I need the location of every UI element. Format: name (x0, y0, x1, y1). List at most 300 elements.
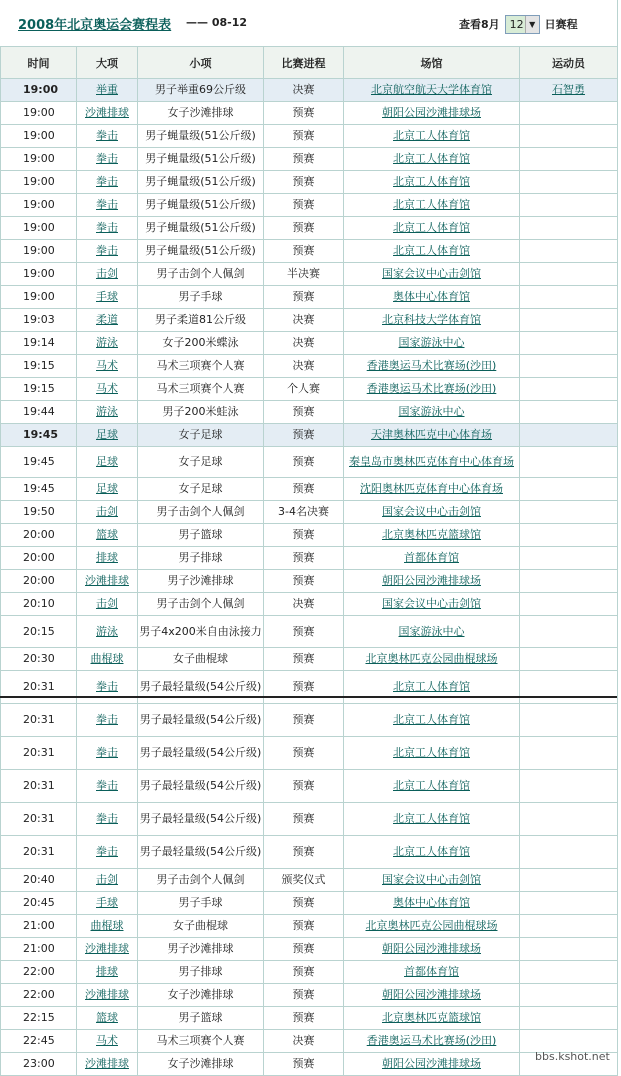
time-cell: 20:31 (1, 803, 77, 836)
sport-link[interactable]: 击剑 (96, 873, 118, 886)
time-cell: 22:45 (1, 1030, 77, 1053)
athlete-link[interactable]: 石智勇 (552, 83, 585, 96)
table-row (1, 240, 618, 263)
sport-link[interactable]: 拳击 (96, 175, 118, 188)
venue-link[interactable]: 北京工人体育馆 (393, 152, 470, 165)
table-row (1, 892, 618, 915)
sport-cell (77, 286, 138, 309)
venue-link[interactable]: 北京航空航天大学体育馆 (371, 83, 492, 96)
event-cell: 马术三项赛个人赛 (138, 378, 264, 401)
sport-link[interactable]: 马术 (96, 359, 118, 372)
event-cell: 男子蝇量级(51公斤级) (138, 171, 264, 194)
sport-link[interactable]: 足球 (96, 455, 118, 468)
venue-link[interactable]: 首都体育馆 (404, 965, 459, 978)
table-row (1, 102, 618, 125)
venue-cell (344, 616, 520, 648)
venue-link[interactable]: 朝阳公园沙滩排球场 (382, 988, 481, 1001)
event-cell: 男子蝇量级(51公斤级) (138, 194, 264, 217)
sport-cell (77, 547, 138, 570)
venue-link[interactable]: 国家会议中心击剑馆 (382, 267, 481, 280)
time-cell: 19:00 (1, 194, 77, 217)
athlete-cell (520, 286, 618, 309)
athlete-cell (520, 217, 618, 240)
venue-cell (344, 770, 520, 803)
athlete-cell (520, 447, 618, 478)
stage-cell: 预赛 (264, 938, 344, 961)
sport-cell (77, 332, 138, 355)
sport-link[interactable]: 篮球 (96, 528, 118, 541)
sport-cell (77, 125, 138, 148)
sport-cell (77, 803, 138, 836)
time-cell: 19:00 (1, 240, 77, 263)
venue-link[interactable]: 北京科技大学体育馆 (382, 313, 481, 326)
venue-cell (344, 171, 520, 194)
sport-link[interactable]: 游泳 (96, 405, 118, 418)
sport-cell (77, 79, 138, 102)
sport-link[interactable]: 游泳 (96, 336, 118, 349)
time-cell: 19:00 (1, 286, 77, 309)
time-cell: 19:00 (1, 171, 77, 194)
sport-link[interactable]: 柔道 (96, 313, 118, 326)
athlete-cell (520, 915, 618, 938)
time-cell: 19:00 (1, 148, 77, 171)
time-cell: 20:31 (1, 704, 77, 737)
venue-link[interactable]: 北京奥林匹克篮球馆 (382, 528, 481, 541)
venue-cell (344, 79, 520, 102)
time-cell: 20:00 (1, 524, 77, 547)
venue-link[interactable]: 北京工人体育馆 (393, 680, 470, 693)
venue-link[interactable]: 北京工人体育馆 (393, 198, 470, 211)
venue-link[interactable]: 首都体育馆 (404, 551, 459, 564)
table-row (1, 355, 618, 378)
time-cell: 20:45 (1, 892, 77, 915)
event-cell: 男子沙滩排球 (138, 938, 264, 961)
schedule-table (0, 46, 618, 1076)
venue-link[interactable]: 朝阳公园沙滩排球场 (382, 106, 481, 119)
athlete-cell (520, 869, 618, 892)
sport-link[interactable]: 沙滩排球 (85, 574, 129, 587)
sport-cell (77, 1030, 138, 1053)
table-row (1, 915, 618, 938)
table-row (1, 171, 618, 194)
time-cell: 20:15 (1, 616, 77, 648)
athlete-cell (520, 938, 618, 961)
athlete-cell (520, 803, 618, 836)
table-row (1, 648, 618, 671)
sport-link[interactable]: 拳击 (96, 779, 118, 792)
sport-link[interactable]: 手球 (96, 290, 118, 303)
venue-cell (344, 570, 520, 593)
venue-cell (344, 240, 520, 263)
venue-cell (344, 217, 520, 240)
athlete-cell (520, 547, 618, 570)
event-cell: 男子柔道81公斤级 (138, 309, 264, 332)
time-cell: 22:00 (1, 984, 77, 1007)
venue-link[interactable]: 北京工人体育馆 (393, 845, 470, 858)
sport-cell (77, 836, 138, 869)
venue-cell (344, 737, 520, 770)
athlete-cell (520, 892, 618, 915)
sport-cell (77, 938, 138, 961)
venue-link[interactable]: 北京奥林匹克公园曲棍球场 (365, 652, 498, 665)
venue-link[interactable]: 北京工人体育馆 (393, 175, 470, 188)
time-cell: 20:31 (1, 671, 77, 704)
table-row (1, 984, 618, 1007)
sport-cell (77, 309, 138, 332)
time-cell: 19:14 (1, 332, 77, 355)
venue-link[interactable]: 北京奥林匹克篮球馆 (382, 1011, 481, 1024)
venue-link[interactable]: 奥体中心体育馆 (393, 290, 470, 303)
table-row (1, 938, 618, 961)
athlete-cell (520, 102, 618, 125)
event-cell: 男子最轻量级(54公斤级) (138, 704, 264, 737)
venue-cell (344, 938, 520, 961)
athlete-cell (520, 648, 618, 671)
right-edge (617, 0, 621, 1076)
time-cell: 19:00 (1, 125, 77, 148)
venue-link[interactable]: 北京工人体育馆 (393, 746, 470, 759)
table-row (1, 501, 618, 524)
time-cell: 19:50 (1, 501, 77, 524)
venue-cell (344, 148, 520, 171)
stage-cell: 预赛 (264, 671, 344, 704)
time-cell: 22:15 (1, 1007, 77, 1030)
stage-cell: 预赛 (264, 148, 344, 171)
col-header-athlete: 运动员 (520, 47, 618, 79)
stage-cell: 预赛 (264, 915, 344, 938)
time-cell: 19:15 (1, 355, 77, 378)
stage-cell: 决赛 (264, 355, 344, 378)
event-cell: 男子最轻量级(54公斤级) (138, 770, 264, 803)
venue-link[interactable]: 北京工人体育馆 (393, 713, 470, 726)
venue-cell (344, 704, 520, 737)
venue-cell (344, 1053, 520, 1076)
venue-link[interactable]: 国家游泳中心 (398, 336, 465, 349)
event-cell: 女子足球 (138, 447, 264, 478)
stage-cell: 个人赛 (264, 378, 344, 401)
sport-link[interactable]: 拳击 (96, 680, 118, 693)
time-cell: 20:00 (1, 547, 77, 570)
venue-link[interactable]: 国家游泳中心 (398, 405, 465, 418)
stage-cell: 预赛 (264, 478, 344, 501)
table-row (1, 125, 618, 148)
time-cell: 21:00 (1, 915, 77, 938)
table-header-row (1, 47, 618, 79)
venue-cell (344, 961, 520, 984)
sport-link[interactable]: 拳击 (96, 845, 118, 858)
stage-cell: 预赛 (264, 125, 344, 148)
athlete-cell (520, 524, 618, 547)
col-header-sport: 大项 (77, 47, 138, 79)
day-picker (459, 13, 578, 35)
event-cell: 男子200米蛙泳 (138, 401, 264, 424)
sport-link[interactable]: 沙滩排球 (85, 988, 129, 1001)
venue-cell (344, 355, 520, 378)
table-row (1, 424, 618, 447)
stage-cell: 决赛 (264, 593, 344, 616)
stage-cell: 决赛 (264, 1030, 344, 1053)
athlete-cell (520, 125, 618, 148)
event-cell: 男子举重69公斤级 (138, 79, 264, 102)
table-row (1, 616, 618, 648)
stage-cell: 预赛 (264, 1053, 344, 1076)
table-row (1, 593, 618, 616)
event-cell: 男子沙滩排球 (138, 570, 264, 593)
venue-link[interactable]: 北京工人体育馆 (393, 812, 470, 825)
sport-link[interactable]: 篮球 (96, 1011, 118, 1024)
event-cell: 女子沙滩排球 (138, 102, 264, 125)
sport-link[interactable]: 击剑 (96, 267, 118, 280)
venue-cell (344, 401, 520, 424)
table-row (1, 401, 618, 424)
sport-link[interactable]: 马术 (96, 382, 118, 395)
athlete-cell (520, 501, 618, 524)
athlete-cell (520, 961, 618, 984)
venue-link[interactable]: 国家会议中心击剑馆 (382, 873, 481, 886)
venue-link[interactable]: 香港奥运马术比赛场(沙田) (366, 1034, 497, 1047)
sport-link[interactable]: 拳击 (96, 198, 118, 211)
athlete-cell (520, 79, 618, 102)
sport-link[interactable]: 曲棍球 (90, 652, 124, 665)
watermark: bbs.kshot.net (535, 1050, 610, 1063)
table-row (1, 869, 618, 892)
athlete-cell (520, 836, 618, 869)
table-row (1, 263, 618, 286)
table-row (1, 309, 618, 332)
event-cell: 男子蝇量级(51公斤级) (138, 240, 264, 263)
time-cell: 20:31 (1, 836, 77, 869)
sport-link[interactable]: 拳击 (96, 713, 118, 726)
event-cell: 女子沙滩排球 (138, 984, 264, 1007)
venue-link[interactable]: 朝阳公园沙滩排球场 (382, 1057, 481, 1070)
venue-cell (344, 309, 520, 332)
time-cell: 23:00 (1, 1053, 77, 1076)
venue-link[interactable]: 国家游泳中心 (398, 624, 465, 638)
sport-cell (77, 447, 138, 478)
venue-cell (344, 547, 520, 570)
table-row (1, 79, 618, 102)
stage-cell: 决赛 (264, 79, 344, 102)
chevron-down-icon[interactable]: ▼ (525, 16, 539, 33)
time-cell: 19:00 (1, 263, 77, 286)
venue-link[interactable]: 朝阳公园沙滩排球场 (382, 942, 481, 955)
sport-cell (77, 915, 138, 938)
event-cell: 马术三项赛个人赛 (138, 1030, 264, 1053)
venue-link[interactable]: 奥体中心体育馆 (393, 896, 470, 909)
venue-link[interactable]: 秦皇岛市奥林匹克体育中心体育场 (349, 455, 514, 468)
sport-link[interactable]: 沙滩排球 (85, 106, 129, 119)
athlete-cell (520, 401, 618, 424)
venue-link[interactable]: 北京工人体育馆 (393, 129, 470, 142)
stage-cell: 预赛 (264, 648, 344, 671)
sport-link[interactable]: 游泳 (96, 624, 118, 638)
sport-cell (77, 355, 138, 378)
col-header-time: 时间 (1, 47, 77, 79)
event-cell: 男子蝇量级(51公斤级) (138, 125, 264, 148)
sport-cell (77, 984, 138, 1007)
venue-cell (344, 648, 520, 671)
event-cell: 男子蝇量级(51公斤级) (138, 217, 264, 240)
venue-cell (344, 102, 520, 125)
table-row (1, 671, 618, 704)
time-cell: 19:00 (1, 217, 77, 240)
athlete-cell (520, 570, 618, 593)
venue-cell (344, 869, 520, 892)
sport-link[interactable]: 手球 (96, 896, 118, 909)
event-cell: 男子击剑个人佩剑 (138, 263, 264, 286)
venue-link[interactable]: 北京工人体育馆 (393, 779, 470, 792)
table-row (1, 1030, 618, 1053)
col-header-event: 小项 (138, 47, 264, 79)
event-cell: 男子最轻量级(54公斤级) (138, 671, 264, 704)
table-row (1, 1007, 618, 1030)
stage-cell: 预赛 (264, 892, 344, 915)
event-cell: 男子篮球 (138, 524, 264, 547)
athlete-cell (520, 194, 618, 217)
page-title-link[interactable]: 2008年北京奥运会赛程表 (18, 18, 172, 33)
venue-link[interactable]: 国家会议中心击剑馆 (382, 505, 481, 518)
stage-cell: 预赛 (264, 286, 344, 309)
table-row (1, 770, 618, 803)
sport-link[interactable]: 曲棍球 (90, 919, 124, 932)
sport-link[interactable]: 沙滩排球 (85, 942, 129, 955)
sport-cell (77, 593, 138, 616)
event-cell: 男子4x200米自由泳接力 (138, 616, 264, 648)
stage-cell: 预赛 (264, 836, 344, 869)
event-cell: 男子手球 (138, 286, 264, 309)
sport-cell (77, 478, 138, 501)
stage-cell: 预赛 (264, 616, 344, 648)
athlete-cell (520, 1007, 618, 1030)
athlete-cell (520, 148, 618, 171)
athlete-cell (520, 332, 618, 355)
table-row (1, 704, 618, 737)
sport-link[interactable]: 拳击 (96, 129, 118, 142)
sport-link[interactable]: 拳击 (96, 152, 118, 165)
event-cell: 男子排球 (138, 547, 264, 570)
athlete-cell (520, 263, 618, 286)
venue-cell (344, 263, 520, 286)
sport-link[interactable]: 拳击 (96, 746, 118, 759)
sport-link[interactable]: 击剑 (96, 597, 118, 610)
venue-link[interactable]: 香港奥运马术比赛场(沙田) (366, 359, 497, 372)
table-row (1, 803, 618, 836)
venue-cell (344, 1030, 520, 1053)
stage-cell: 预赛 (264, 194, 344, 217)
sport-cell (77, 869, 138, 892)
event-cell: 男子最轻量级(54公斤级) (138, 737, 264, 770)
time-cell: 19:00 (1, 79, 77, 102)
day-select[interactable] (505, 15, 540, 34)
stage-cell: 预赛 (264, 803, 344, 836)
venue-link[interactable]: 北京奥林匹克公园曲棍球场 (365, 919, 498, 932)
stage-cell: 预赛 (264, 1007, 344, 1030)
time-cell: 20:10 (1, 593, 77, 616)
venue-cell (344, 194, 520, 217)
sport-cell (77, 671, 138, 704)
athlete-cell (520, 171, 618, 194)
table-row (1, 447, 618, 478)
time-cell: 20:00 (1, 570, 77, 593)
sport-cell (77, 737, 138, 770)
athlete-cell (520, 240, 618, 263)
stage-cell: 预赛 (264, 770, 344, 803)
schedule-header (0, 0, 617, 46)
venue-link[interactable]: 北京工人体育馆 (393, 221, 470, 234)
sport-cell (77, 524, 138, 547)
stage-cell: 预赛 (264, 984, 344, 1007)
athlete-cell (520, 309, 618, 332)
sport-link[interactable]: 足球 (96, 428, 118, 441)
venue-cell (344, 1007, 520, 1030)
sport-link[interactable]: 拳击 (96, 812, 118, 825)
venue-link[interactable]: 天津奥林匹克中心体育场 (371, 428, 492, 441)
venue-link[interactable]: 朝阳公园沙滩排球场 (382, 574, 481, 587)
sport-link[interactable]: 举重 (96, 83, 118, 96)
stage-cell: 预赛 (264, 240, 344, 263)
event-cell: 男子蝇量级(51公斤级) (138, 148, 264, 171)
venue-link[interactable]: 国家会议中心击剑馆 (382, 597, 481, 610)
stage-cell: 预赛 (264, 171, 344, 194)
venue-link[interactable]: 香港奥运马术比赛场(沙田) (366, 382, 497, 395)
venue-cell (344, 524, 520, 547)
sport-link[interactable]: 足球 (96, 482, 118, 495)
sport-cell (77, 171, 138, 194)
sport-link[interactable]: 排球 (96, 551, 118, 564)
sport-cell (77, 1053, 138, 1076)
venue-link[interactable]: 北京工人体育馆 (393, 244, 470, 257)
sport-cell (77, 102, 138, 125)
stage-cell: 预赛 (264, 570, 344, 593)
venue-link[interactable]: 沈阳奥林匹克体育中心体育场 (360, 482, 503, 495)
sport-cell (77, 1007, 138, 1030)
sport-link[interactable]: 击剑 (96, 505, 118, 518)
sport-link[interactable]: 沙滩排球 (85, 1057, 129, 1070)
event-cell: 男子最轻量级(54公斤级) (138, 803, 264, 836)
col-header-venue: 场馆 (344, 47, 520, 79)
stage-cell: 颁奖仪式 (264, 869, 344, 892)
sport-link[interactable]: 排球 (96, 965, 118, 978)
sport-cell (77, 892, 138, 915)
event-cell: 男子击剑个人佩剑 (138, 869, 264, 892)
venue-cell (344, 836, 520, 869)
page-divider (0, 696, 617, 698)
athlete-cell (520, 355, 618, 378)
stage-cell: 预赛 (264, 547, 344, 570)
sport-link[interactable]: 马术 (96, 1034, 118, 1047)
athlete-cell (520, 378, 618, 401)
venue-cell (344, 984, 520, 1007)
sport-link[interactable]: 拳击 (96, 244, 118, 257)
time-cell: 19:03 (1, 309, 77, 332)
view-prefix-label: 查看8月 (459, 18, 500, 31)
date-label: —— 08-12 (186, 16, 248, 29)
table-row (1, 570, 618, 593)
sport-cell (77, 263, 138, 286)
time-cell: 21:00 (1, 938, 77, 961)
venue-cell (344, 332, 520, 355)
stage-cell: 预赛 (264, 102, 344, 125)
event-cell: 女子沙滩排球 (138, 1053, 264, 1076)
sport-cell (77, 501, 138, 524)
table-row (1, 524, 618, 547)
stage-cell: 预赛 (264, 424, 344, 447)
stage-cell: 预赛 (264, 737, 344, 770)
sport-link[interactable]: 拳击 (96, 221, 118, 234)
time-cell: 19:45 (1, 478, 77, 501)
table-row (1, 961, 618, 984)
venue-cell (344, 125, 520, 148)
